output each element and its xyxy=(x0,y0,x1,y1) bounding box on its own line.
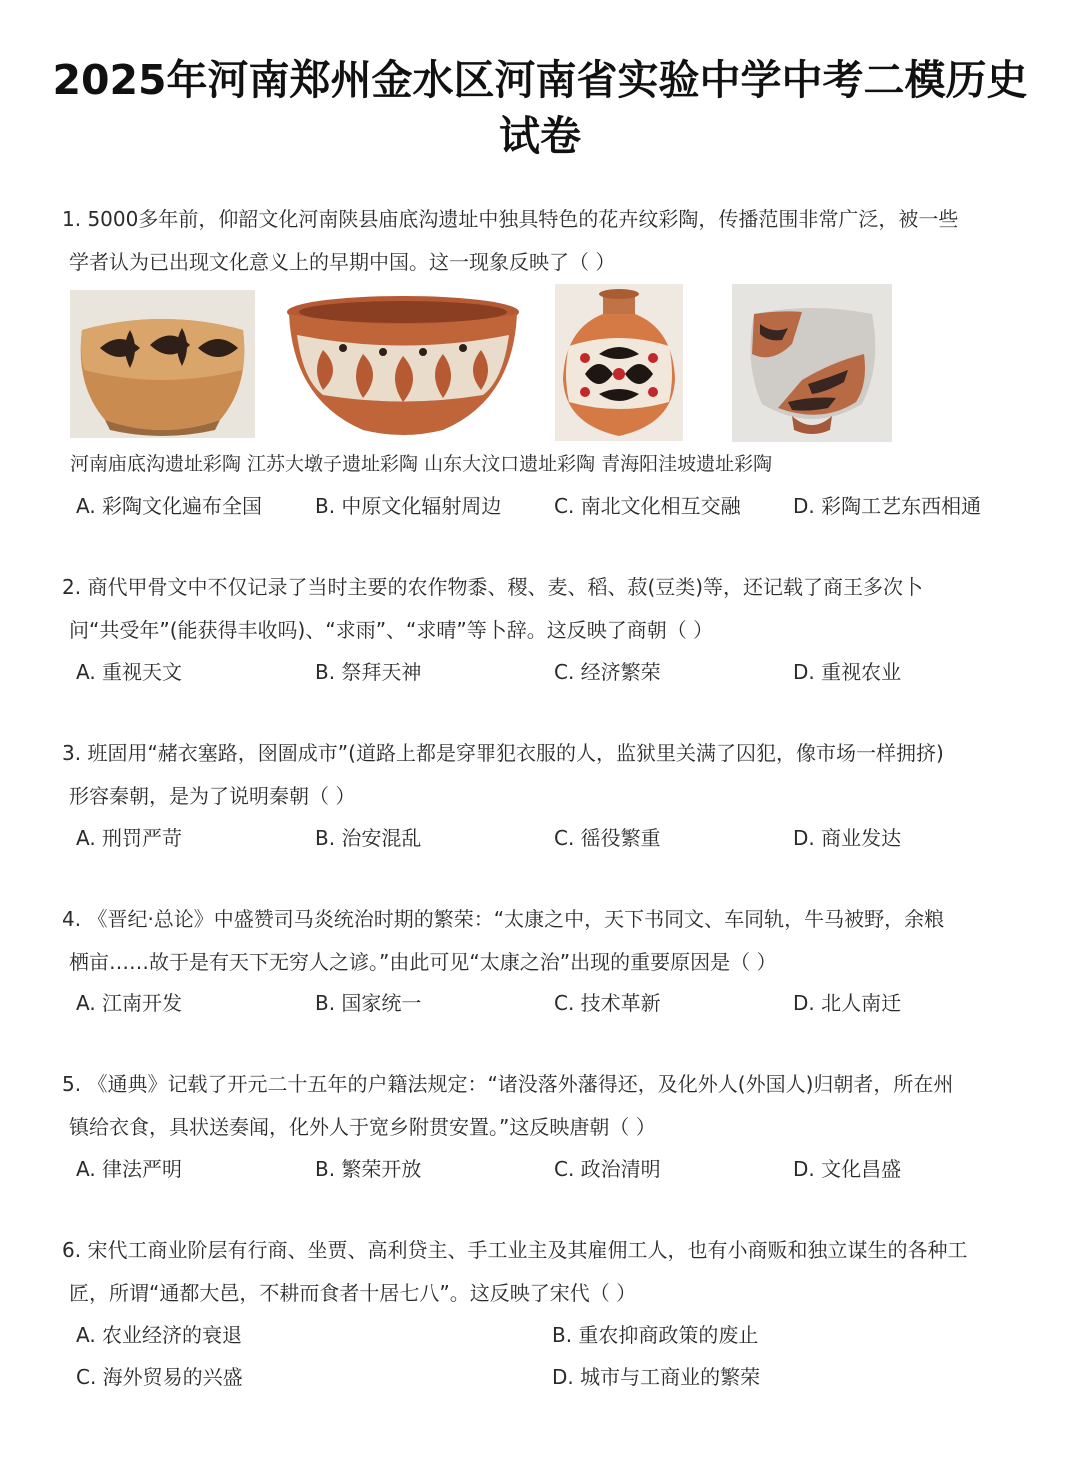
question-4 xyxy=(62,898,1037,984)
question-2-option-c[interactable]: C. 经济繁荣 xyxy=(554,660,661,684)
question-5-option-c[interactable]: C. 政治清明 xyxy=(554,1157,661,1181)
dawenkou-pottery-image xyxy=(555,284,683,441)
question-3-option-b[interactable]: B. 治安混乱 xyxy=(315,826,422,850)
question-1-option-a[interactable]: A. 彩陶文化遍布全国 xyxy=(76,494,263,518)
question-1 xyxy=(62,198,1037,284)
question-6-line-1: 6. 宋代工商业阶层有行商、坐贾、高利贷主、手工业主及其雇佣工人，也有小商贩和独立谋生的各种工 xyxy=(62,1238,968,1262)
question-1-line-1: 1. 5000多年前，仰韶文化河南陕县庙底沟遗址中独具特色的花卉纹彩陶，传播范围非常广泛，被一些 xyxy=(62,207,959,231)
question-5-options xyxy=(76,1149,1036,1189)
question-4-line-1: 4. 《晋纪·总论》中盛赞司马炎统治时期的繁荣：“太康之中，天下书同文、车同轨，牛马被野，余粮 xyxy=(62,907,945,931)
question-5-line-2: 镇给衣食，具状送奏闻，化外人于宽乡附贯安置。”这反映唐朝（ ） xyxy=(69,1115,656,1139)
question-2-option-a[interactable]: A. 重视天文 xyxy=(76,660,183,684)
question-6 xyxy=(62,1229,1037,1315)
question-3-option-c[interactable]: C. 徭役繁重 xyxy=(554,826,661,850)
question-1-option-c[interactable]: C. 南北文化相互交融 xyxy=(554,494,741,518)
question-2-option-b[interactable]: B. 祭拜天神 xyxy=(315,660,422,684)
question-2-option-d[interactable]: D. 重视农业 xyxy=(793,660,902,684)
question-2 xyxy=(62,566,1037,652)
question-2-line-1: 2. 商代甲骨文中不仅记录了当时主要的农作物黍、稷、麦、稻、菽(豆类)等，还记载了商王多次卜 xyxy=(62,575,924,599)
question-1-option-d[interactable]: D. 彩陶工艺东西相通 xyxy=(793,494,982,518)
question-3 xyxy=(62,732,1037,818)
question-2-line-2: 问“共受年”(能获得丰收吗)、“求雨”、“求晴”等卜辞。这反映了商朝（ ） xyxy=(69,618,714,642)
question-3-options xyxy=(76,818,1036,858)
question-5 xyxy=(62,1063,1037,1149)
question-6-options xyxy=(76,1315,1036,1397)
question-1-line-2: 学者认为已出现文化意义上的早期中国。这一现象反映了（ ） xyxy=(69,250,616,274)
exam-title-line-1: 2025年河南郑州金水区河南省实验中学中考二模历史 xyxy=(52,56,1028,104)
yangwapo-pottery-image xyxy=(732,284,892,442)
question-6-option-d[interactable]: D. 城市与工商业的繁荣 xyxy=(552,1365,761,1389)
dadunzi-pottery-image xyxy=(283,290,523,440)
question-6-option-a[interactable]: A. 农业经济的衰退 xyxy=(76,1323,243,1347)
question-6-option-b[interactable]: B. 重农抑商政策的废止 xyxy=(552,1323,759,1347)
exam-title xyxy=(0,52,1080,164)
question-2-options xyxy=(76,652,1036,692)
question-3-option-a[interactable]: A. 刑罚严苛 xyxy=(76,826,183,850)
question-4-option-c[interactable]: C. 技术革新 xyxy=(554,991,661,1015)
question-3-line-1: 3. 班固用“赭衣塞路，囹圄成市”(道路上都是穿罪犯衣服的人，监狱里关满了囚犯，像市场一样拥挤) xyxy=(62,741,944,765)
miaodigou-pottery-image xyxy=(70,290,255,438)
question-5-option-a[interactable]: A. 律法严明 xyxy=(76,1157,183,1181)
question-3-option-d[interactable]: D. 商业发达 xyxy=(793,826,902,850)
question-5-line-1: 5. 《通典》记载了开元二十五年的户籍法规定：“诸没落外藩得还，及化外人(外国人)归朝者，所在州 xyxy=(62,1072,954,1096)
question-5-option-b[interactable]: B. 繁荣开放 xyxy=(315,1157,422,1181)
question-5-option-d[interactable]: D. 文化昌盛 xyxy=(793,1157,902,1181)
question-1-options xyxy=(76,486,1036,526)
question-6-option-c[interactable]: C. 海外贸易的兴盛 xyxy=(76,1365,243,1389)
pottery-captions: 河南庙底沟遗址彩陶 江苏大墩子遗址彩陶 山东大汶口遗址彩陶 青海阳洼坡遗址彩陶 xyxy=(70,453,773,475)
question-4-options xyxy=(76,983,1036,1023)
question-4-option-b[interactable]: B. 国家统一 xyxy=(315,991,422,1015)
exam-title-line-2: 试卷 xyxy=(499,112,581,160)
question-1-option-b[interactable]: B. 中原文化辐射周边 xyxy=(315,494,502,518)
question-4-line-2: 栖亩……故于是有天下无穷人之谚。”由此可见“太康之治”出现的重要原因是（ ） xyxy=(69,950,777,974)
question-4-option-d[interactable]: D. 北人南迁 xyxy=(793,991,902,1015)
question-3-line-2: 形容秦朝，是为了说明秦朝（ ） xyxy=(69,784,356,808)
pottery-images xyxy=(0,284,1080,444)
question-4-option-a[interactable]: A. 江南开发 xyxy=(76,991,183,1015)
question-6-line-2: 匠，所谓“通都大邑，不耕而食者十居七八”。这反映了宋代（ ） xyxy=(69,1281,637,1305)
